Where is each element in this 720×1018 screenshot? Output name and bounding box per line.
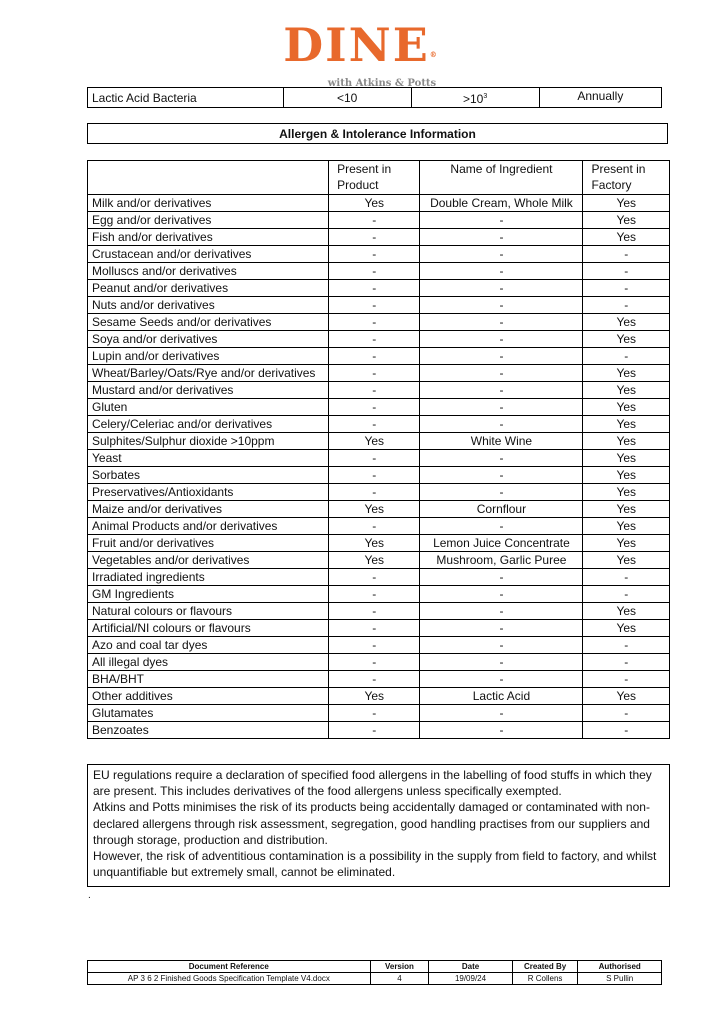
allergen-name: Maize and/or derivatives [88, 501, 329, 518]
allergen-present-in-factory: Yes [583, 416, 670, 433]
allergen-disclaimer [87, 764, 670, 887]
allergen-ingredient: - [420, 467, 583, 484]
allergen-name: Preservatives/Antioxidants [88, 484, 329, 501]
allergen-present-in-product: - [329, 246, 420, 263]
allergen-name: Other additives [88, 688, 329, 705]
allergen-present-in-factory: Yes [583, 688, 670, 705]
allergen-present-in-product: Yes [329, 535, 420, 552]
micro-target: <10 [283, 88, 411, 108]
allergen-ingredient: - [420, 671, 583, 688]
allergen-present-in-product: - [329, 569, 420, 586]
allergen-present-in-product: - [329, 382, 420, 399]
allergen-row [88, 722, 670, 739]
allergen-row [88, 263, 670, 280]
allergen-present-in-factory: Yes [583, 365, 670, 382]
allergen-present-in-product: - [329, 484, 420, 501]
allergen-present-in-product: - [329, 229, 420, 246]
disclaimer-para-3: However, the risk of adventitious contamination is a possibility in the supply from field to factory, and whilst unquantifiable but extremely small, cannot be eliminated. [93, 849, 657, 880]
allergen-name: Animal Products and/or derivatives [88, 518, 329, 535]
allergen-present-in-factory: Yes [583, 331, 670, 348]
allergen-present-in-factory: - [583, 348, 670, 365]
allergen-present-in-product: - [329, 705, 420, 722]
allergen-present-in-product: - [329, 263, 420, 280]
allergen-ingredient: Mushroom, Garlic Puree [420, 552, 583, 569]
footer-doc-ref: AP 3 6 2 Finished Goods Specification Template V4.docx [88, 973, 371, 985]
allergen-name: Fruit and/or derivatives [88, 535, 329, 552]
allergen-row [88, 569, 670, 586]
allergen-present-in-product: - [329, 620, 420, 637]
allergen-name: Egg and/or derivatives [88, 212, 329, 229]
allergen-row [88, 637, 670, 654]
allergen-name: Artificial/NI colours or flavours [88, 620, 329, 637]
header-ingredient: Name of Ingredient [420, 161, 583, 195]
allergen-name: Molluscs and/or derivatives [88, 263, 329, 280]
allergen-row [88, 416, 670, 433]
allergen-name: Milk and/or derivatives [88, 195, 329, 212]
allergen-row [88, 297, 670, 314]
header-present-in-product: Present in Product [329, 161, 420, 195]
company-logo [0, 18, 720, 90]
allergen-row [88, 280, 670, 297]
allergen-ingredient: - [420, 450, 583, 467]
allergen-name: Vegetables and/or derivatives [88, 552, 329, 569]
allergen-name: Sesame Seeds and/or derivatives [88, 314, 329, 331]
allergen-row [88, 552, 670, 569]
footer-date-label: Date [429, 961, 512, 973]
disclaimer-para-2: Atkins and Potts minimises the risk of its products being accidentally damaged or contaminated with non-declared allergens through risk assessment, segregation, good handling practises from our suppliers and through storage, production and distribution. [93, 800, 650, 847]
allergen-row [88, 229, 670, 246]
allergen-present-in-factory: Yes [583, 552, 670, 569]
allergen-ingredient: - [420, 603, 583, 620]
allergen-ingredient: - [420, 263, 583, 280]
allergen-ingredient: - [420, 399, 583, 416]
allergen-present-in-product: Yes [329, 195, 420, 212]
document-footer [87, 960, 662, 985]
allergen-present-in-factory: Yes [583, 229, 670, 246]
allergen-ingredient: - [420, 705, 583, 722]
micro-row [88, 88, 662, 108]
footer-created-by: R Collens [512, 973, 578, 985]
allergen-name: Soya and/or derivatives [88, 331, 329, 348]
allergen-present-in-product: - [329, 637, 420, 654]
allergen-row [88, 382, 670, 399]
allergen-name: Sulphites/Sulphur dioxide >10ppm [88, 433, 329, 450]
allergen-name: Natural colours or flavours [88, 603, 329, 620]
allergen-row [88, 654, 670, 671]
disclaimer-para-1: EU regulations require a declaration of specified food allergens in the labelling of food stuffs in which they are present. This includes derivatives of the food allergens unless specifically exempted. [93, 768, 652, 799]
allergen-present-in-factory: Yes [583, 314, 670, 331]
allergen-name: Nuts and/or derivatives [88, 297, 329, 314]
allergen-row [88, 399, 670, 416]
allergen-ingredient: White Wine [420, 433, 583, 450]
allergen-ingredient: - [420, 637, 583, 654]
allergen-ingredient: Lactic Acid [420, 688, 583, 705]
allergen-row [88, 620, 670, 637]
allergen-present-in-factory: - [583, 705, 670, 722]
allergen-present-in-factory: Yes [583, 518, 670, 535]
allergen-row [88, 348, 670, 365]
footer-version: 4 [370, 973, 429, 985]
allergen-ingredient: - [420, 569, 583, 586]
allergen-present-in-product: Yes [329, 501, 420, 518]
allergen-present-in-product: Yes [329, 552, 420, 569]
allergen-ingredient: Lemon Juice Concentrate [420, 535, 583, 552]
allergen-present-in-factory: - [583, 263, 670, 280]
allergen-row [88, 331, 670, 348]
allergen-name: Gluten [88, 399, 329, 416]
allergen-ingredient: - [420, 212, 583, 229]
allergen-name: All illegal dyes [88, 654, 329, 671]
allergen-row [88, 195, 670, 212]
allergen-present-in-product: - [329, 450, 420, 467]
allergen-name: Fish and/or derivatives [88, 229, 329, 246]
allergen-present-in-product: - [329, 331, 420, 348]
allergen-present-in-product: - [329, 314, 420, 331]
allergen-present-in-factory: - [583, 654, 670, 671]
allergen-name: Azo and coal tar dyes [88, 637, 329, 654]
allergen-present-in-product: - [329, 348, 420, 365]
allergen-name: Peanut and/or derivatives [88, 280, 329, 297]
allergen-row [88, 450, 670, 467]
allergen-present-in-factory: Yes [583, 467, 670, 484]
footer-version-label: Version [370, 961, 429, 973]
footer-created-by-label: Created By [512, 961, 578, 973]
allergen-present-in-factory: Yes [583, 195, 670, 212]
allergen-present-in-factory: - [583, 637, 670, 654]
footer-header-row [88, 961, 662, 973]
header-blank [88, 161, 329, 195]
allergen-present-in-product: - [329, 365, 420, 382]
allergen-name: GM Ingredients [88, 586, 329, 603]
allergen-row [88, 535, 670, 552]
allergen-present-in-product: Yes [329, 433, 420, 450]
allergen-row [88, 246, 670, 263]
allergen-name: Glutamates [88, 705, 329, 722]
allergen-section-title: Allergen & Intolerance Information [87, 123, 668, 144]
allergen-present-in-factory: - [583, 280, 670, 297]
allergen-table [87, 160, 670, 739]
allergen-present-in-factory: Yes [583, 433, 670, 450]
allergen-present-in-product: - [329, 722, 420, 739]
allergen-present-in-factory: Yes [583, 450, 670, 467]
allergen-present-in-factory: Yes [583, 212, 670, 229]
allergen-ingredient: Double Cream, Whole Milk [420, 195, 583, 212]
allergen-row [88, 212, 670, 229]
allergen-present-in-product: - [329, 212, 420, 229]
allergen-ingredient: - [420, 365, 583, 382]
allergen-row [88, 501, 670, 518]
allergen-name: Sorbates [88, 467, 329, 484]
allergen-row [88, 671, 670, 688]
logo-tagline: with Atkins & Potts [327, 78, 437, 89]
allergen-name: BHA/BHT [88, 671, 329, 688]
trailing-dot: . [88, 890, 91, 901]
allergen-row [88, 688, 670, 705]
allergen-ingredient: - [420, 314, 583, 331]
allergen-ingredient: - [420, 620, 583, 637]
allergen-name: Yeast [88, 450, 329, 467]
allergen-row [88, 365, 670, 382]
allergen-ingredient: - [420, 348, 583, 365]
footer-authorised-label: Authorised [578, 961, 662, 973]
allergen-present-in-factory: Yes [583, 484, 670, 501]
footer-authorised: S Pullin [578, 973, 662, 985]
micro-table [87, 87, 662, 108]
allergen-present-in-factory: - [583, 297, 670, 314]
micro-frequency: Annually [539, 88, 661, 108]
allergen-ingredient: - [420, 586, 583, 603]
allergen-present-in-product: - [329, 280, 420, 297]
allergen-ingredient: - [420, 229, 583, 246]
allergen-row [88, 586, 670, 603]
allergen-present-in-factory: - [583, 246, 670, 263]
allergen-ingredient: - [420, 722, 583, 739]
allergen-ingredient: - [420, 280, 583, 297]
allergen-name: Benzoates [88, 722, 329, 739]
allergen-name: Wheat/Barley/Oats/Rye and/or derivatives [88, 365, 329, 382]
header-present-in-factory: Present in Factory [583, 161, 670, 195]
footer-date: 19/09/24 [429, 973, 512, 985]
allergen-ingredient: Cornflour [420, 501, 583, 518]
allergen-present-in-product: - [329, 671, 420, 688]
allergen-present-in-factory: Yes [583, 501, 670, 518]
allergen-row [88, 433, 670, 450]
allergen-row [88, 518, 670, 535]
allergen-present-in-factory: Yes [583, 620, 670, 637]
allergen-present-in-product: Yes [329, 688, 420, 705]
allergen-present-in-factory: - [583, 671, 670, 688]
allergen-ingredient: - [420, 518, 583, 535]
allergen-present-in-product: - [329, 416, 420, 433]
allergen-present-in-product: - [329, 399, 420, 416]
allergen-present-in-factory: - [583, 586, 670, 603]
allergen-present-in-product: - [329, 603, 420, 620]
allergen-present-in-product: - [329, 586, 420, 603]
allergen-present-in-factory: Yes [583, 603, 670, 620]
allergen-ingredient: - [420, 654, 583, 671]
allergen-header-row [88, 161, 670, 195]
allergen-row [88, 705, 670, 722]
allergen-present-in-product: - [329, 297, 420, 314]
allergen-present-in-product: - [329, 518, 420, 535]
logo-wordmark: DINE® [283, 18, 437, 72]
allergen-present-in-factory: - [583, 722, 670, 739]
allergen-row [88, 467, 670, 484]
allergen-present-in-factory: Yes [583, 535, 670, 552]
allergen-row [88, 314, 670, 331]
footer-doc-ref-label: Document Reference [88, 961, 371, 973]
allergen-present-in-factory: Yes [583, 399, 670, 416]
micro-organism: Lactic Acid Bacteria [88, 88, 284, 108]
allergen-ingredient: - [420, 382, 583, 399]
allergen-row [88, 603, 670, 620]
allergen-name: Crustacean and/or derivatives [88, 246, 329, 263]
footer-value-row [88, 973, 662, 985]
allergen-ingredient: - [420, 297, 583, 314]
allergen-present-in-product: - [329, 654, 420, 671]
allergen-name: Lupin and/or derivatives [88, 348, 329, 365]
allergen-name: Irradiated ingredients [88, 569, 329, 586]
allergen-present-in-product: - [329, 467, 420, 484]
allergen-ingredient: - [420, 246, 583, 263]
allergen-ingredient: - [420, 331, 583, 348]
allergen-ingredient: - [420, 484, 583, 501]
allergen-row [88, 484, 670, 501]
allergen-present-in-factory: Yes [583, 382, 670, 399]
allergen-name: Mustard and/or derivatives [88, 382, 329, 399]
allergen-ingredient: - [420, 416, 583, 433]
allergen-name: Celery/Celeriac and/or derivatives [88, 416, 329, 433]
allergen-present-in-factory: - [583, 569, 670, 586]
micro-limit: $>10^3$ [411, 88, 539, 108]
